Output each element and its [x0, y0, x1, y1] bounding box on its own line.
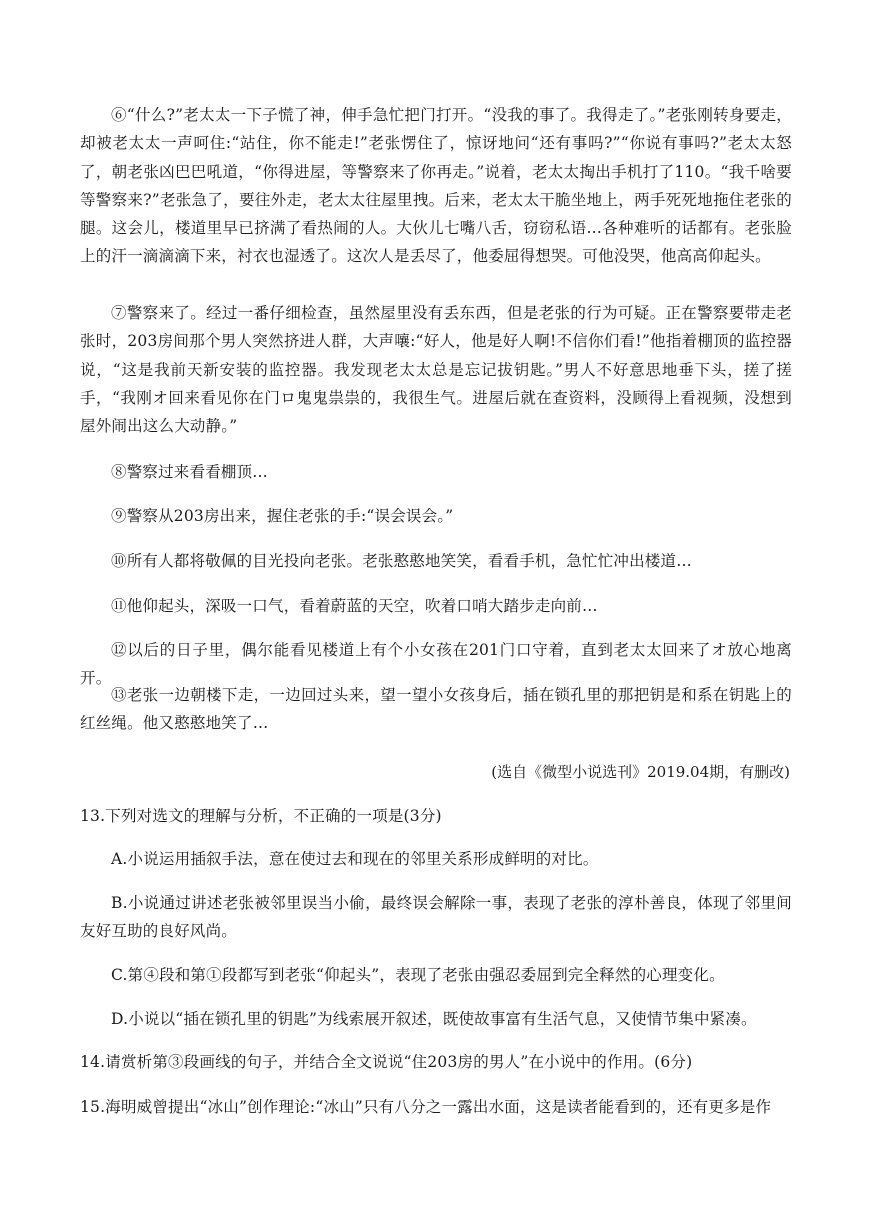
source-citation: (选自《微型小说选刊》2019.04期，有删改): [491, 763, 790, 781]
question-13-option-a: A.小说运用插叙手法，意在使过去和现在的邻里关系形成鲜明的对比。: [111, 850, 599, 868]
paragraph-7: ⑦警察来了。经过一番仔细检查，虽然屋里没有丢东西，但是老张的行为可疑。正在警察要带走老张时，203房间那个男人突然挤进人群，大声嚷:“好人，他是好人啊!不信你们看!”他指着棚顶的监控器说，“这是我前天新安装的监控器。我发现老太太总是忘记拔钥匙。”男人不好意思地垂下头，搓了搓手，“我刚オ回来看见你在门ロ鬼鬼祟祟的，我很生气。进屋后就在查资料，没顾得上看视频，没想到屋外闹出这么大动静。”: [80, 304, 792, 436]
paragraph-13: ⑬老张一边朝楼下走，一边回过头来，望一望小女孩身后，插在锁孔里的那把钥是和系在钥匙上的红丝绳。他又憨憨地笑了…: [80, 686, 792, 733]
paragraph-9: ⑨警察从203房出来，握住老张的手:“误会误会。”: [111, 507, 454, 525]
paragraph-10: ⑩所有人都将敬佩的目光投向老张。老张憨憨地笑笑，看看手机，急忙忙冲出楼道…: [111, 552, 692, 570]
question-13-option-d: D.小说以“插在锁孔里的钥匙”为线索展开叙述，既使故事富有生活气息，又使情节集中紧凑。: [111, 1010, 757, 1028]
question-14: 14.请赏析第③段画线的句子，并结合全文说说“住203房的男人”在小说中的作用。(6分): [80, 1053, 693, 1071]
question-13-stem: 13.下列对选文的理解与分析，不正确的一项是(3分): [80, 807, 442, 825]
question-13-option-b: B.小说通过讲述老张被邻里误当小偷，最终误会解除一事，表现了老张的淳朴善良，体现了邻里间友好互助的良好风尚。: [80, 894, 792, 941]
paragraph-6: ⑥“什么?”老太太一下子慌了神，伸手急忙把门打开。“没我的事了。我得走了。”老张刚转身要走，却被老太太一声呵住:“站住，你不能走!”老张愣住了，惊讶地问“还有事吗?”“你说有事吗?”老太太怒了，朝老张凶巴巴吼道，“你得进屋，等警察来了你再走。”说着，老太太掏出手机打了110。“我千啥要等警察来?”老张急了，要往外走，老太太往屋里拽。后来，老太太干脆坐地上，两手死死地拖住老张的腿。这会儿，楼道里早已挤满了看热闹的人。大伙儿七嘴八舌，窃窃私语…各种难听的话都有。老张脸上的汗一滴滴滴下来，衬衣也湿透了。这次人是丢尽了，他委屈得想哭。可他没哭，他高高仰起头。: [80, 106, 792, 266]
paragraph-8: ⑧警察过来看看棚顶…: [111, 463, 269, 481]
paragraph-12: ⑫以后的日子里，偶尔能看见楼道上有个小女孩在201门口守着，直到老太太回来了オ放心地离开。: [80, 641, 792, 688]
question-15: 15.海明威曾提出“冰山”创作理论:“冰山”只有八分之一露出水面，这是读者能看到的，还有更多是作: [80, 1098, 772, 1116]
paragraph-11: ⑪他仰起头，深吸一口气，看着蔚蓝的天空，吹着口哨大踏步走向前…: [111, 597, 598, 615]
question-13-option-c: C.第④段和第①段都写到老张“仰起头”，表现了老张由强忍委屈到完全释然的心理变化。: [111, 966, 725, 984]
